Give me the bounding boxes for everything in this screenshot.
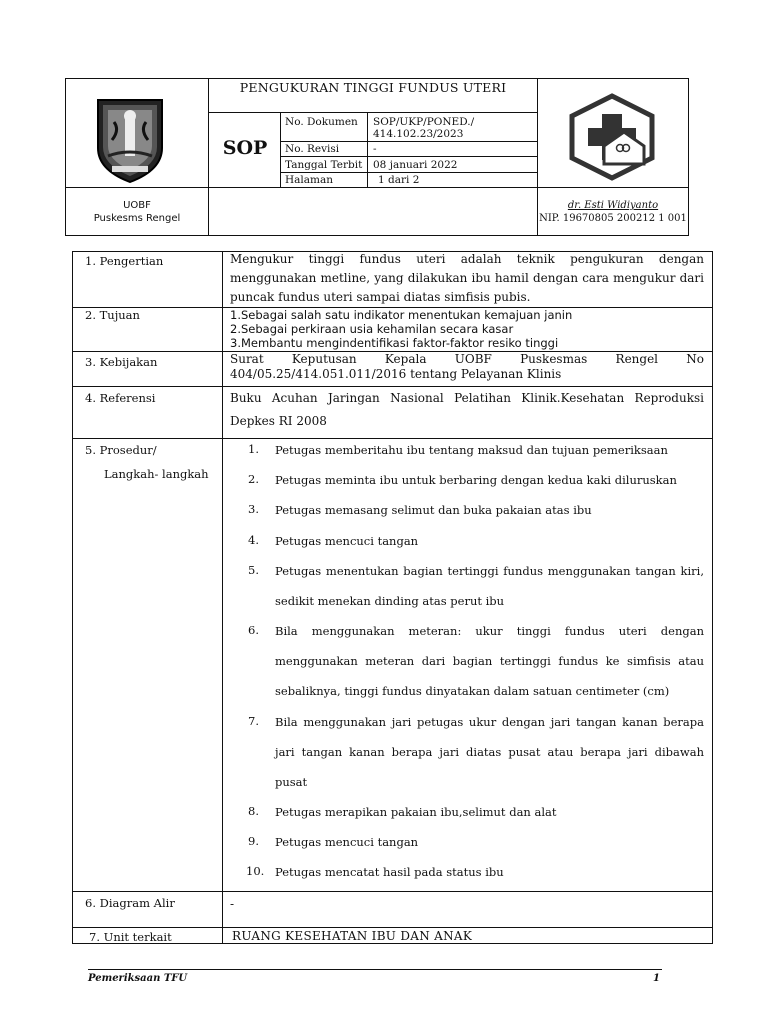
meta-value: 1 dari 2: [378, 174, 420, 186]
sop-label: SOP: [222, 137, 268, 159]
step-number: 7.: [248, 714, 259, 728]
section-list-tujuan: [230, 308, 704, 350]
section-label-prosedur-sub: Langkah- langkah: [104, 467, 209, 481]
section-label-referensi: 4. Referensi: [85, 391, 156, 405]
section-label-tujuan: 2. Tujuan: [85, 308, 140, 322]
step-number: 6.: [248, 623, 259, 637]
section-label-unit: 7. Unit terkait: [89, 930, 172, 944]
signer-block: [537, 199, 689, 225]
text-line: Depkes RI 2008: [230, 414, 327, 428]
list-item: 3.Membantu mengindentifikasi faktor-faktor resiko tinggi: [230, 336, 559, 350]
step-number: 8.: [248, 804, 259, 818]
step-number: 1.: [248, 442, 259, 456]
step-text: Bila menggunakan jari petugas ukur dengan jari tangan kanan berapa jari tangan kanan berapa jari diatas pusat atau berapa jari dibawah pusat: [275, 715, 704, 789]
header-divider: [280, 112, 281, 187]
section-label-prosedur: 5. Prosedur/: [85, 443, 157, 457]
meta-value: SOP/UKP/PONED./ 414.102.23/2023: [373, 116, 475, 140]
section-text-referensi: [230, 387, 704, 433]
step-number: 5.: [248, 563, 259, 577]
text-line: Surat Keputusan Kepala UOBF Puskesmas Rengel No: [230, 352, 704, 366]
footer-rule: [88, 969, 662, 970]
puskesmas-cross-hexagon-logo: [566, 92, 658, 182]
section-label-diagram: 6. Diagram Alir: [85, 896, 175, 910]
step-text: Petugas mencatat hasil pada status ibu: [275, 865, 504, 879]
document-title: PENGUKURAN TINGGI FUNDUS UTERI: [239, 80, 507, 95]
org-line: Puskesms Rengel: [93, 213, 181, 224]
step-number: 4.: [248, 533, 259, 547]
meta-value: -: [373, 143, 377, 155]
text-line: 404/05.25/414.051.011/2016 tentang Pelayanan Klinis: [230, 367, 562, 381]
list-item: 2.Sebagai perkiraan usia kehamilan secara kasar: [230, 322, 514, 336]
table-column-divider: [222, 251, 223, 944]
header-divider: [66, 187, 688, 188]
table-row-divider: [72, 891, 713, 892]
header-divider: [208, 112, 537, 113]
section-text-diagram: -: [230, 897, 235, 911]
header-divider: [280, 172, 537, 173]
step-text: Petugas meminta ibu untuk berbaring dengan kedua kaki diluruskan: [275, 473, 677, 487]
meta-label: No. Dokumen: [285, 116, 358, 128]
header-divider: [280, 141, 537, 142]
section-text-pengertian: Mengukur tinggi fundus uteri adalah teknik pengukuran dengan menggunakan metline, yang dilakukan ibu hamil dengan cara mengukur dari puncak fundus uteri sampai diatas simfisis pubis.: [230, 252, 704, 304]
step-text: Petugas merapikan pakaian ibu,selimut dan alat: [275, 805, 557, 819]
step-text: Petugas memasang selimut dan buka pakaian atas ibu: [275, 503, 592, 517]
org-line: UOBF: [123, 200, 151, 211]
meta-value: 08 januari 2022: [373, 159, 458, 171]
signer-nip: NIP. 19670805 200212 1 001: [539, 213, 687, 224]
text-line: Buku Acuhan Jaringan Nasional Pelatihan Klinik.Kesehatan Reproduksi: [230, 391, 704, 405]
section-text-kebijakan: [230, 352, 704, 382]
step-text: Petugas menentukan bagian tertinggi fundus menggunakan tangan kiri, sedikit menekan dinding atas perut ibu: [275, 564, 704, 608]
header-divider: [280, 156, 537, 157]
section-label-pengertian: 1. Pengertian: [85, 254, 164, 268]
organization-name: [66, 199, 208, 225]
step-text: Petugas memberitahu ibu tentang maksud dan tujuan pemeriksaan: [275, 443, 668, 457]
header-divider: [208, 79, 209, 236]
step-number: 9.: [248, 834, 259, 848]
page-number: 1: [653, 973, 660, 984]
step-text: Petugas mencuci tangan: [275, 835, 419, 849]
section-text-unit: RUANG KESEHATAN IBU DAN ANAK: [232, 929, 473, 943]
step-number: 3.: [248, 502, 259, 516]
meta-label: Halaman: [285, 174, 334, 186]
signer-name: dr. Esti Widiyanto: [567, 200, 659, 211]
step-text: Bila menggunakan meteran: ukur tinggi fundus uteri dengan menggunakan meteran dari bagian tertinggi fundus ke simfisis atau sebaliknya, tinggi fundus dinyatakan dalam satuan centimeter (cm): [275, 624, 704, 698]
step-text: Petugas mencuci tangan: [275, 534, 419, 548]
meta-label: No. Revisi: [285, 143, 340, 155]
footer-title: Pemeriksaan TFU: [88, 973, 188, 984]
step-number: 10.: [246, 864, 265, 878]
list-item: 1.Sebagai salah satu indikator menentukan kemajuan janin: [230, 308, 573, 322]
regency-crest-emblem: [92, 96, 168, 184]
meta-label: Tanggal Terbit: [285, 159, 363, 171]
section-label-kebijakan: 3. Kebijakan: [85, 355, 158, 369]
header-divider: [367, 112, 368, 187]
step-number: 2.: [248, 472, 259, 486]
